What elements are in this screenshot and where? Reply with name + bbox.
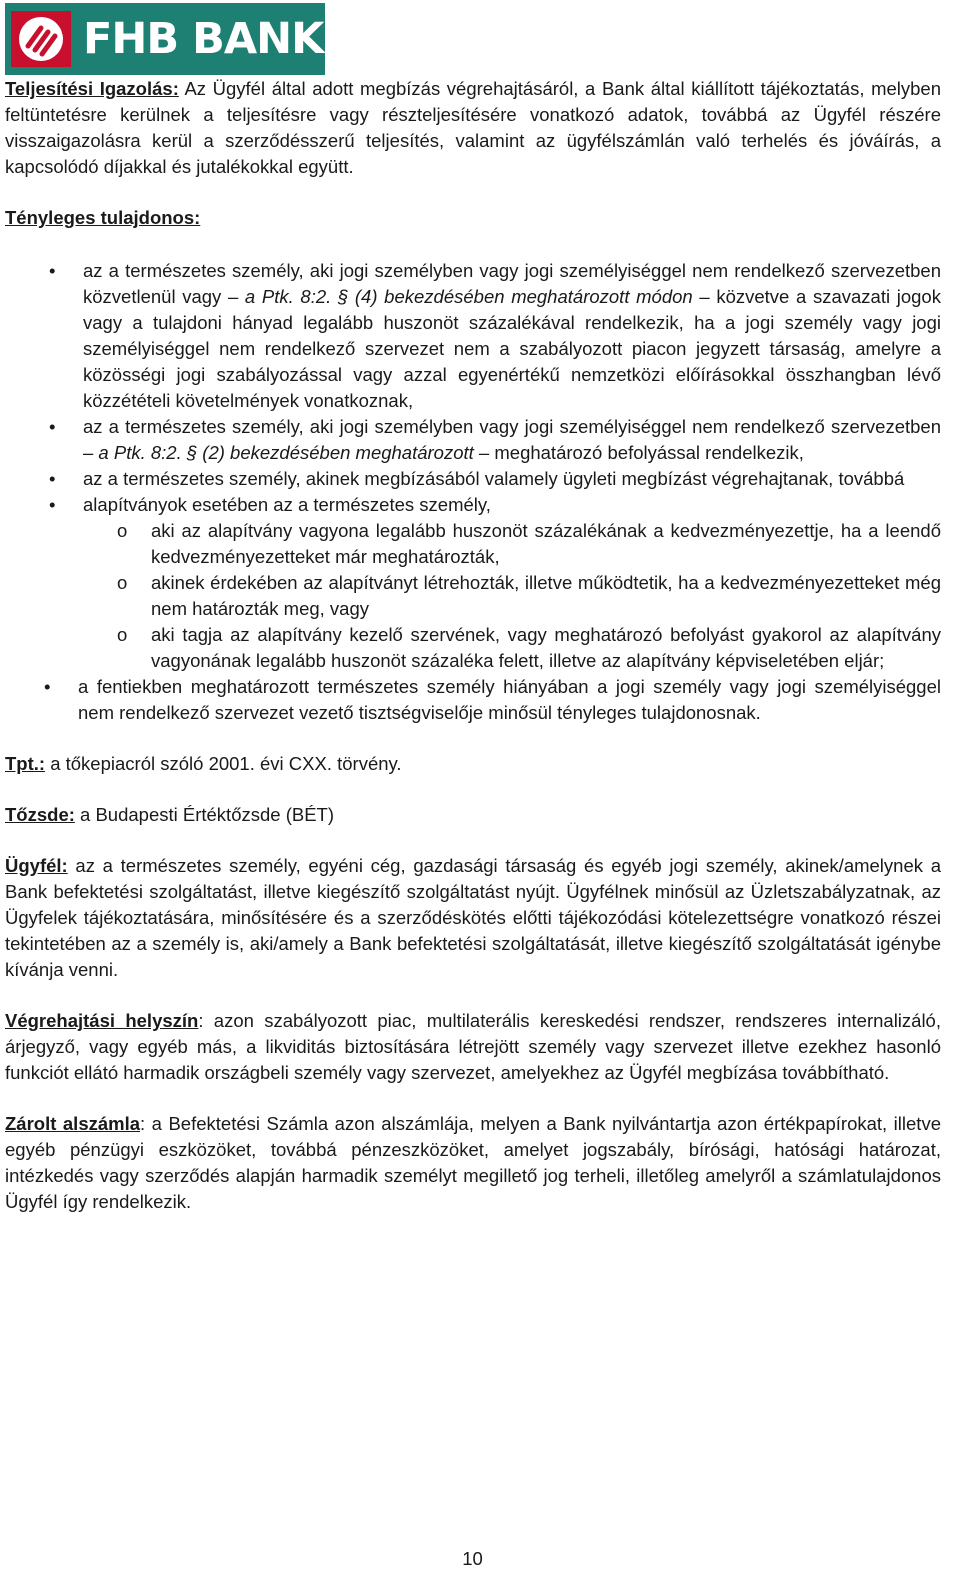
sub-list [83,518,941,674]
list-item-text: a fentiekben meghatározott természetes személy hiányában a jogi személy vagy jogi személyiséggel nem rendelkező szervezet vezető tisztségviselője minősül tényleges tulajdonosnak. [78,676,941,723]
list-item-text: az a természetes személy, aki jogi személyben vagy jogi személyiséggel nem rendelkező szervezetben [83,416,941,437]
page-number: 10 [462,1548,483,1569]
logo-text: FHB BANK [83,13,324,64]
term-label: Zárolt alszámla [5,1113,141,1134]
definition-text: a tőkepiacról szóló 2001. évi CXX. törvény. [45,753,402,774]
definition-text: Az Ügyfél által adott megbízás végrehajtásáról, a Bank által kiállított tájékoztatás, melyben feltüntetésre kerülnek a teljesítésre vagy részteljesítésére vonatkozó adatok, továbbá az Ügyfél részére visszaigazolásra kerül a szerződésszerű teljesítés, valamint az ügyfélszámlán való terhelés és jóváírás, a kapcsolódó díjakkal és jutalékokkal együtt. [5,78,941,177]
legal-reference: – a Ptk. 8:2. § (2) bekezdésében meghatározott [83,442,474,463]
list-item-text: az a természetes személy, akinek megbízásából valamely ügyleti megbízást végrehajtanak, továbbá [83,468,905,489]
list-item-text: az a természetes személy, aki jogi személyben vagy jogi személyiséggel nem rendelkező szervezetben közvetlenül vagy [83,260,941,307]
definition-vegrehajtasi-helyszin [5,1008,941,1086]
term-label: Tpt.: [5,753,46,774]
list-item-text: – meghatározó befolyással rendelkezik, [473,442,804,463]
term-label: Tényleges tulajdonos: [5,207,201,228]
list-item-text: – közvetve a szavazati jogok vagy a tulajdoni hányad legalább huszonöt százalékával rendelkezik, ha a jogi személy vagy jogi személyiséggel nem rendelkező szervezet nem a szabályozott piacon jegyzett társaság, amelyre a közösségi jogi szabályozással vagy azzal egyenértékű nemzetközi előírásokkal összhangban lévő közzétételi követelmények vonatkoznak, [83,286,941,411]
list-item [5,466,941,492]
definition-teljesitesi [5,76,941,180]
term-label: Tőzsde: [5,804,75,825]
list-item [5,414,941,466]
definition-zarolt-alszamla [5,1111,941,1215]
list-item [5,674,941,726]
term-label: Végrehajtási helyszín [5,1010,199,1031]
fhb-bank-logo [5,3,325,75]
list-item [5,258,941,414]
document-body [5,76,941,1215]
sub-list-item: o akinek érdekében az alapítványt létrehozták, illetve működtetik, ha a kedvezményezetteket még nem határozták meg, vagy [83,570,941,622]
term-label: Ügyfél: [5,855,68,876]
term-label: Teljesítési Igazolás: [5,78,179,99]
list-item [5,492,941,674]
sub-list-item: o aki tagja az alapítvány kezelő szervének, vagy meghatározó befolyást gyakorol az alapítvány vagyonának legalább huszonöt százaléka felett, illetve az alapítvány képviseletében eljár; [83,622,941,674]
definition-text: : azon szabályozott piac, multilaterális kereskedési rendszer, rendszeres internalizáló, árjegyző, vagy egyéb más, a likviditás biztosítására létrejött személy vagy szervezet illetve ezekhez hasonló funkciót ellátó harmadik országbeli személy vagy szervezet, amelyekhez az Ügyfél megbízása továbbítható. [5,1010,941,1083]
definition-text: : a Befektetési Számla azon alszámlája, melyen a Bank nyilvántartja azon értékpapírokat, illetve egyéb pénzügyi eszközöket, továbbá pénzeszközöket, amelyet jogszabály, bírósági, hatósági határozat, intézkedés vagy szerződés alapján harmadik személyt megillető jog terheli, illetőleg amelyről a számlatulajdonos Ügyfél így rendelkezik. [5,1113,941,1212]
definition-tpt [5,751,941,777]
sub-list-item: o aki az alapítvány vagyona legalább huszonöt százalékának a kedvezményezettje, ha a leendő kedvezményezetteket már meghatározták, [83,518,941,570]
tenyleges-bullet-list [5,258,941,726]
definition-text: a Budapesti Értéktőzsde (BÉT) [74,804,335,825]
legal-reference: – a Ptk. 8:2. § (4) bekezdésében meghatározott módon [227,286,693,307]
definition-tenyleges-heading [5,205,941,231]
definition-tozsde [5,802,941,828]
fhb-logo-mark-icon [11,11,71,67]
definition-ugyfel [5,853,941,983]
list-item-text: alapítványok esetében az a természetes személy, [83,494,491,515]
definition-text: az a természetes személy, egyéni cég, gazdasági társaság és egyéb jogi személy, akinek/amelynek a Bank befektetési szolgáltatást, illetve kiegészítő szolgáltatást nyújt. Ügyfélnek minősül az Üzletszabályzatnak, az Ügyfelek tájékoztatására, minősítésére és a szerződéskötés előtti tájékozódási kötelezettségre vonatkozó részei tekintetében az a személy is, aki/amely a Bank befektetési szolgáltatását, illetve kiegészítő szolgáltatását igénybe kívánja venni. [5,855,941,980]
